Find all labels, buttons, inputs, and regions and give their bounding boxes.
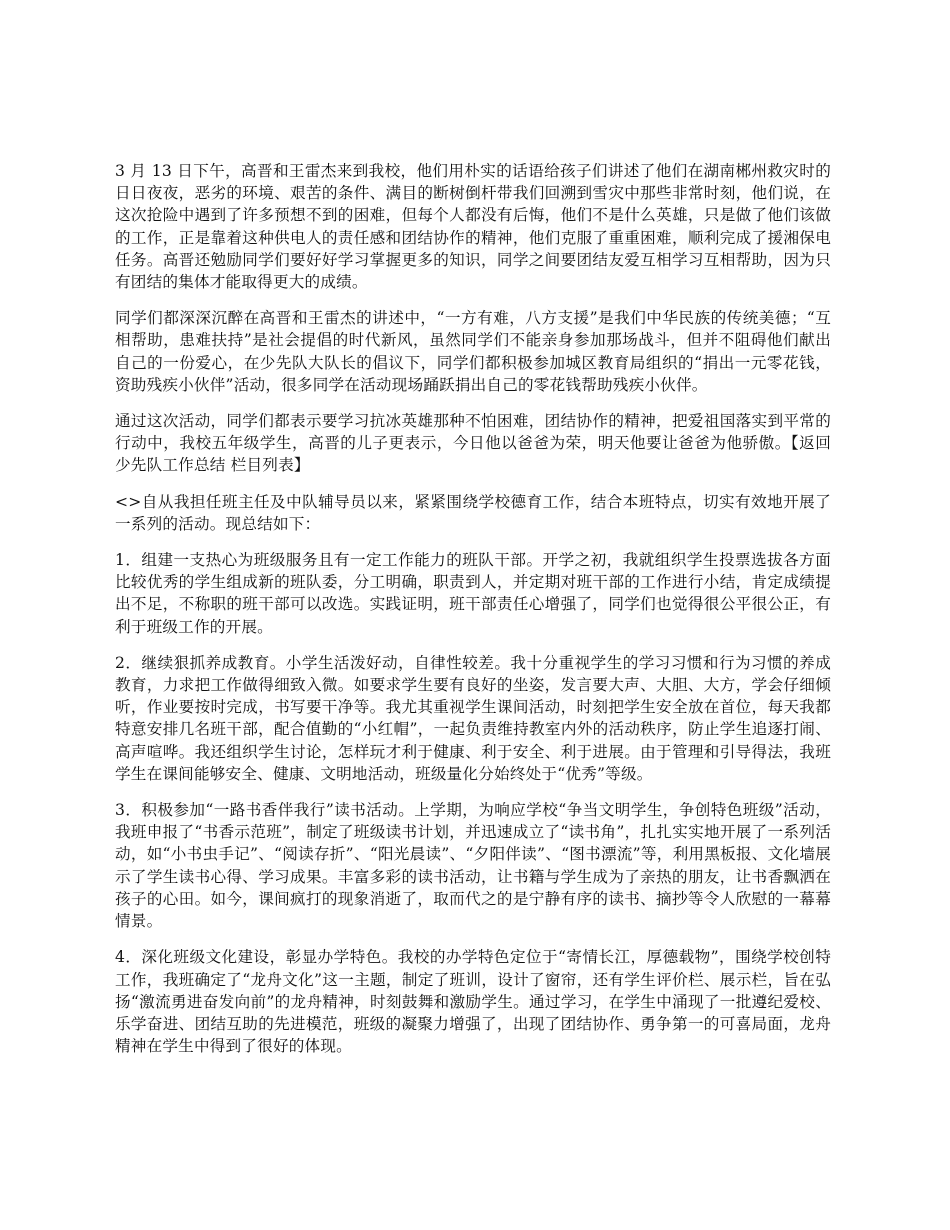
paragraph-item-3: 3．积极参加“一路书香伴我行”读书活动。上学期，为响应学校“争当文明学生，争创特色班级”活动，我班申报了“书香示范班”，制定了班级读书计划，并迅速成立了“读书角”，扎扎实实地开展了一系列活动，如“小书虫手记”、“阅读存折”、“阳光晨读”、“夕阳伴读”、“图书漂流”等，利用黑板报、文化墙展示了学生读书心得、学习成果。丰富多彩的读书活动，让书籍与学生成为了亲热的朋友，让书香飘洒在孩子的心田。如今，课间疯打的现象消逝了，取而代之的是宁静有序的读书、摘抄等令人欣慰的一幕幕情景。 bbox=[115, 801, 831, 931]
paragraph-activity-conclusion: 通过这次活动，同学们都表示要学习抗冰英雄那种不怕困难，团结协作的精神，把爱祖国落实到平常的行动中，我校五年级学生，高晋的儿子更表示，今日他以爸爸为荣，明天他要让爸爸为他骄傲。【返回 少先队工作总结 栏目列表】 bbox=[115, 412, 831, 475]
paragraph-item-2: 2．继续狠抓养成教育。小学生活泼好动，自律性较差。我十分重视学生的学习习惯和行为习惯的养成教育，力求把工作做得细致入微。如要求学生要有良好的坐姿，发言要大声、大胆、大方，学会仔细倾听，作业要按时完成，书写要干净等。我尤其重视学生课间活动，时刻把学生安全放在首位，每天我都特意安排几名班干部，配合值勤的“小红帽”，一起负责维持教室内外的活动秩序，防止学生追逐打闹、高声喧哗。我还组织学生讨论，怎样玩才利于健康、利于安全、利于进展。由于管理和引导得法，我班学生在课间能够安全、健康、文明地活动，班级量化分始终处于“优秀”等级。 bbox=[115, 653, 831, 783]
paragraph-summary-intro: <>自从我担任班主任及中队辅导员以来，紧紧围绕学校德育工作，结合本班特点，切实有效地开展了一系列的活动。现总结如下： bbox=[115, 492, 831, 533]
document-body bbox=[115, 160, 831, 1071]
paragraph-item-4: 4．深化班级文化建设，彰显办学特色。我校的办学特色定位于“寄情长江，厚德载物”，围绕学校创特工作，我班确定了“龙舟文化”这一主题，制定了班训，设计了窗帘，还有学生评价栏、展示栏，旨在弘扬“激流勇进奋发向前”的龙舟精神，时刻鼓舞和激励学生。通过学习，在学生中涌现了一批遵纪爱校、乐学奋进、团结互助的先进模范，班级的凝聚力增强了，出现了团结协作、勇争第一的可喜局面，龙舟精神在学生中得到了很好的体现。 bbox=[115, 948, 831, 1056]
paragraph-item-1: 1．组建一支热心为班级服务且有一定工作能力的班队干部。开学之初，我就组织学生投票选拔各方面比较优秀的学生组成新的班队委，分工明确，职责到人，并定期对班干部的工作进行小结，肯定成绩提出不足，不称职的班干部可以改选。实践证明，班干部责任心增强了，同学们也觉得很公平很公正，有利于班级工作的开展。 bbox=[115, 551, 831, 636]
paragraph-visit-report: 3 月 13 日下午，高晋和王雷杰来到我校，他们用朴实的话语给孩子们讲述了他们在湖南郴州救灾时的日日夜夜，恶劣的环境、艰苦的条件、满目的断树倒杆带我们回溯到雪灾中那些非常时刻，他们说，在这次抢险中遇到了许多预想不到的困难，但每个人都没有后悔，他们不是什么英雄，只是做了他们该做的工作，正是靠着这种供电人的责任感和团结协作的精神，他们克服了重重困难，顺利完成了援湘保电任务。高晋还勉励同学们要好好学习掌握更多的知识，同学之间要团结友爱互相学习互相帮助，因为只有团结的集体才能取得更大的成绩。 bbox=[115, 162, 831, 292]
paragraph-donation-activity: 同学们都深深沉醉在高晋和王雷杰的讲述中，“一方有难，八方支援”是我们中华民族的传统美德；“互相帮助，患难扶持”是社会提倡的时代新风，虽然同学们不能亲身参加那场战斗，但并不阻碍他们献出自己的一份爱心，在少先队大队长的倡议下，同学们都积极参加城区教育局组织的“捐出一元零花钱，资助残疾小伙伴”活动，很多同学在活动现场踊跃捐出自己的零花钱帮助残疾小伙伴。 bbox=[115, 309, 831, 394]
